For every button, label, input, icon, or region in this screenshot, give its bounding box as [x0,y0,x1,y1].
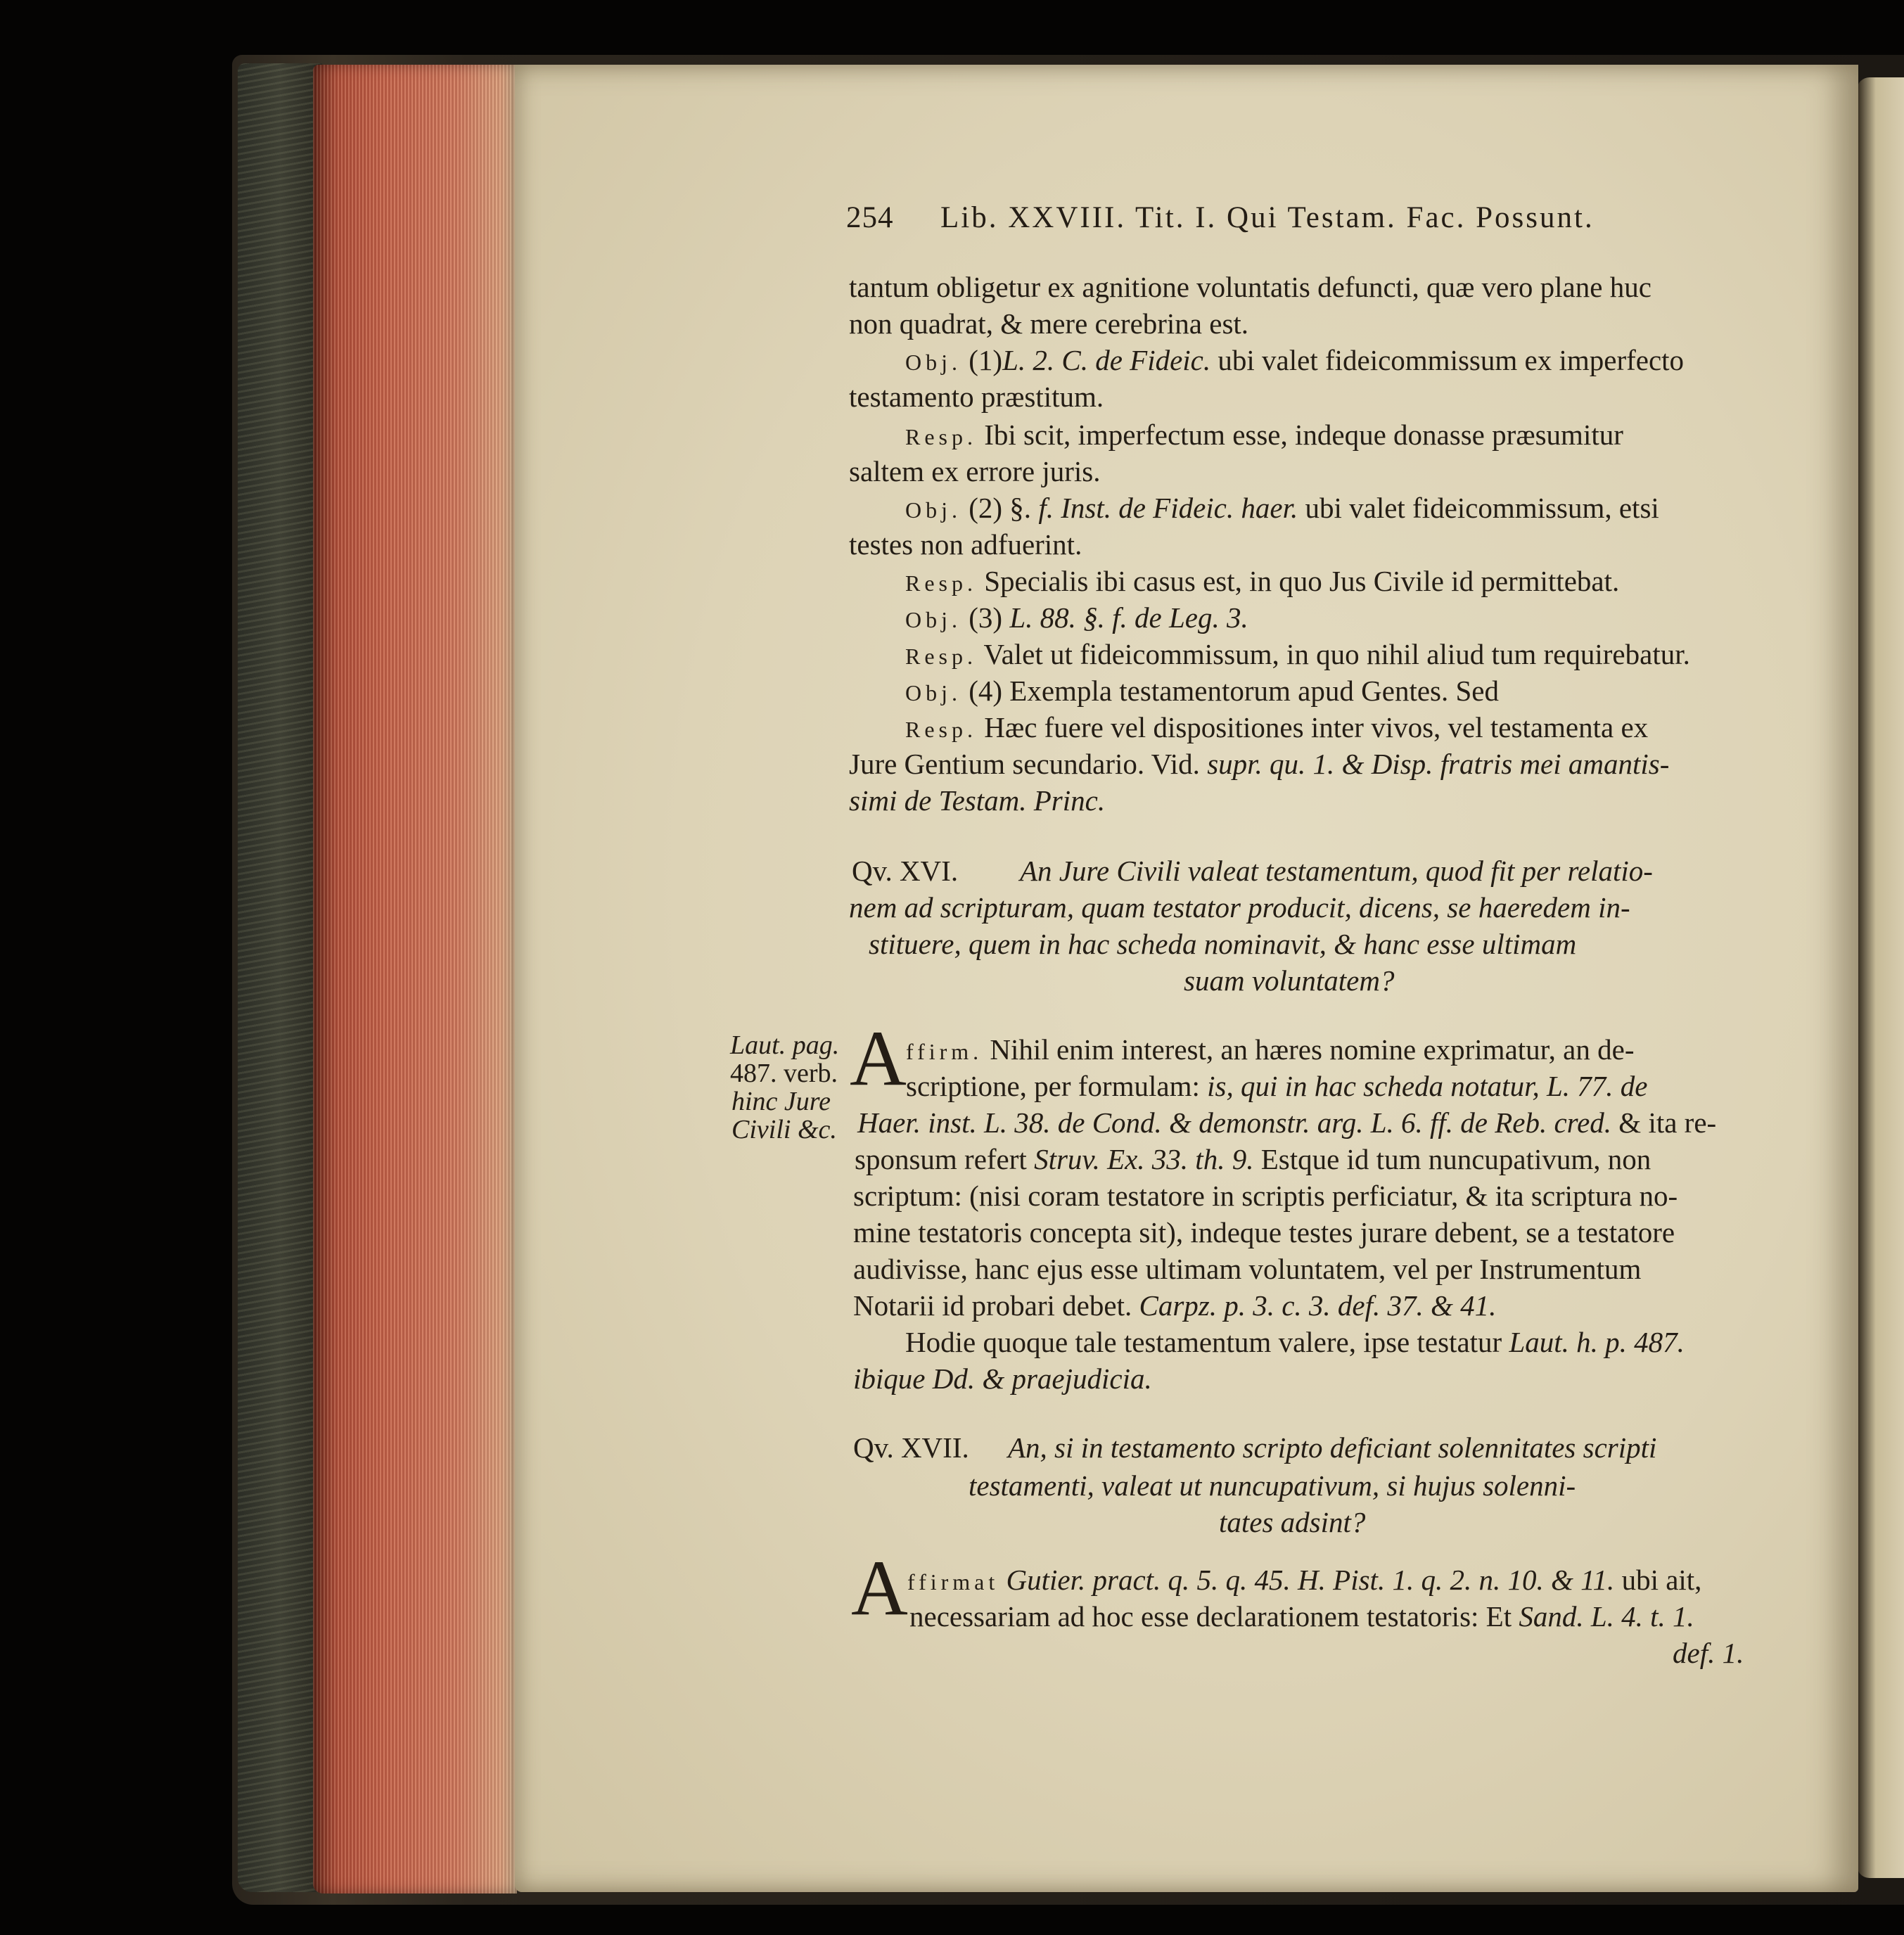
text-line: Notarii id probari debet. Carpz. p. 3. c. 3. def. 37. & 41. [853,1289,1497,1322]
text-line: ibique Dd. & praejudicia. [853,1362,1152,1395]
objection-line: Obj. (1)L. 2. C. de Fideic. ubi valet fideicommissum ex imperfecto [905,344,1685,376]
legal-citation: is, qui in hac scheda notatur, L. 77. de [1207,1070,1648,1102]
response-label: Resp. [905,424,977,449]
objection-line: Obj. (4) Exempla testamentorum apud Gentes. Sed [905,675,1499,707]
text-line: sponsum refert Struv. Ex. 33. th. 9. Estque id tum nuncupativum, non [855,1143,1651,1175]
legal-citation: f. Inst. de Fideic. haer. [1038,492,1298,524]
response-label: Resp. [905,644,977,669]
text-line: testamento præstitum. [849,381,1104,413]
margin-note: Civili &c. [731,1115,837,1144]
text-line: scriptum: (nisi coram testatore in scriptis perficiatur, & ita scriptura no- [853,1180,1678,1212]
question-17-title: testamenti, valeat ut nuncupativum, si hujus solenni- [969,1469,1576,1502]
margin-note: Laut. pag. [730,1030,840,1060]
legal-citation: Carpz. p. 3. c. 3. def. 37. & 41. [1139,1289,1497,1322]
text-line: mine testatoris concepta sit), indeque testes jurare debent, se a testatore [853,1216,1675,1249]
legal-citation: Sand. L. 4. t. 1. [1519,1600,1694,1633]
text-line: audivisse, hanc ejus esse ultimam voluntatem, vel per Instrumentum [853,1253,1642,1285]
response-line: Resp. Specialis ibi casus est, in quo Jus Civile id permittebat. [905,565,1620,597]
objection-label: Obj. [905,350,961,375]
question-17-title: tates adsint? [1219,1506,1366,1538]
text-line: Jure Gentium secundario. Vid. supr. qu. 1. & Disp. fratris mei amantis- [849,748,1670,780]
question-17-title: An, si in testamento scripto deficiant solennitates scripti [1008,1431,1657,1464]
legal-citation: Gutier. pract. q. 5. q. 45. H. Pist. 1. q. 2. n. 10. & 11. [1006,1564,1615,1596]
text-line: ffirmat Gutier. pract. q. 5. q. 45. H. Pist. 1. q. 2. n. 10. & 11. ubi ait, [907,1564,1702,1596]
response-label: Resp. [905,570,977,596]
text-line: scriptione, per formulam: is, qui in hac scheda notatur, L. 77. de [906,1070,1648,1102]
question-16-title: stituere, quem in hac scheda nominavit, & hanc esse ultimam [869,928,1577,960]
running-title: Lib. XXVIII. Tit. I. Qui Testam. Fac. Possunt. [940,201,1595,234]
question-16-title: nem ad scripturam, quam testator producit, dicens, se haeredem in- [849,891,1630,924]
margin-note: hinc Jure [731,1087,831,1116]
legal-citation: L. 88. §. f. de Leg. 3. [1009,601,1248,634]
page-edges [313,65,517,1894]
question-16-label: Qv. XVI. [852,855,959,887]
drop-cap: A [850,1015,907,1102]
legal-citation: L. 2. C. de Fideic. [1002,344,1211,376]
legal-citation: Haer. inst. L. 38. de Cond. & demonstr. arg. L. 6. ff. de Reb. cred. [857,1106,1612,1139]
question-16-title: suam voluntatem? [1184,964,1395,997]
text-line: def. 1. [1673,1637,1744,1669]
text-line: non quadrat, & mere cerebrina est. [849,307,1249,340]
question-16-title: An Jure Civili valeat testamentum, quod fit per relatio- [1020,855,1653,887]
response-line: Resp. Valet ut fideicommissum, in quo nihil aliud tum requirebatur. [905,638,1690,670]
book-binding [238,63,322,1892]
text-line: simi de Testam. Princ. [849,784,1106,817]
text-line: saltem ex errore juris. [849,455,1101,487]
affirm-label: ffirm. [906,1039,983,1064]
objection-label: Obj. [905,607,961,632]
response-line: Resp. Ibi scit, imperfectum esse, indeque donasse præsumitur [905,419,1623,451]
objection-label: Obj. [905,497,961,523]
question-17-label: Qv. XVII. [853,1431,969,1464]
affirm-label: ffirmat [907,1569,999,1595]
response-line: Resp. Hæc fuere vel dispositiones inter vivos, vel testamenta ex [905,711,1649,743]
text-line: Hodie quoque tale testamentum valere, ipse testatur Laut. h. p. 487. [905,1326,1685,1358]
objection-label: Obj. [905,680,961,705]
text-line: ffirm. Nihil enim interest, an hæres nomine exprimatur, an de- [906,1033,1635,1066]
drop-cap: A [851,1545,908,1632]
facing-page-edge [1857,77,1904,1878]
margin-note: 487. verb. [730,1059,838,1088]
legal-citation: Struv. Ex. 33. th. 9. [1034,1143,1254,1175]
text-line: necessariam ad hoc esse declarationem testatoris: Et Sand. L. 4. t. 1. [909,1600,1694,1633]
response-label: Resp. [905,717,977,742]
text-line: testes non adfuerint. [849,528,1082,561]
legal-citation: Laut. h. p. 487. [1509,1326,1685,1358]
text-line: tantum obligetur ex agnitione voluntatis defuncti, quæ vero plane huc [849,271,1651,303]
objection-line: Obj. (3) L. 88. §. f. de Leg. 3. [905,601,1248,634]
page-number: 254 [846,201,894,234]
text-line: Haer. inst. L. 38. de Cond. & demonstr. arg. L. 6. ff. de Reb. cred. & ita re- [857,1106,1717,1139]
objection-line: Obj. (2) §. f. Inst. de Fideic. haer. ubi valet fideicommissum, etsi [905,492,1659,524]
legal-citation: supr. qu. 1. & Disp. fratris mei amantis- [1207,748,1670,780]
